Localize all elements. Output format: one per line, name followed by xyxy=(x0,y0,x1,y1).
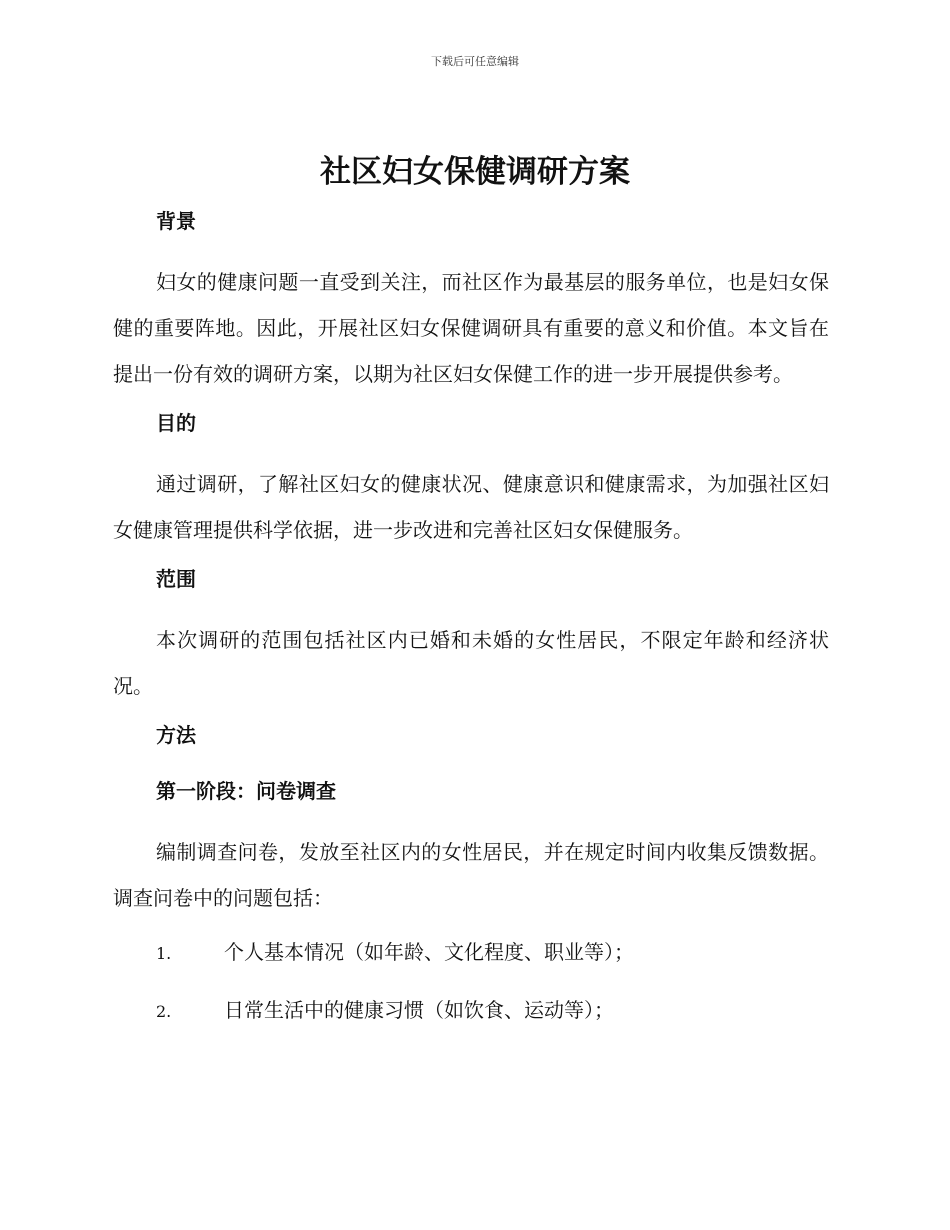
list-number: 2. xyxy=(156,1002,172,1021)
list-item xyxy=(113,987,829,1035)
document-title: 社区妇女保健调研方案 xyxy=(320,154,630,190)
paragraph-background: 妇女的健康问题一直受到关注，而社区作为最基层的服务单位，也是妇女保健的重要阵地。因此，开展社区妇女保健调研具有重要的意义和价值。本文旨在提出一份有效的调研方案，以期为社区妇女保健工作的进一步开展提供参考。 xyxy=(113,270,829,386)
list-number: 1. xyxy=(156,944,172,963)
paragraph-purpose: 通过调研，了解社区妇女的健康状况、健康意识和健康需求，为加强社区妇女健康管理提供科学依据，进一步改进和完善社区妇女保健服务。 xyxy=(113,472,829,542)
paragraph-scope: 本次调研的范围包括社区内已婚和未婚的女性居民，不限定年龄和经济状况。 xyxy=(113,628,829,698)
document-body xyxy=(113,203,829,1045)
section-heading-purpose: 目的 xyxy=(156,411,196,435)
paragraph-phase1: 编制调查问卷，发放至社区内的女性居民，并在规定时间内收集反馈数据。调查问卷中的问题包括： xyxy=(113,840,829,910)
list-text: 日常生活中的健康习惯（如饮食、运动等）； xyxy=(224,998,614,1022)
section-heading-method: 方法 xyxy=(156,723,196,747)
subsection-heading-phase1: 第一阶段：问卷调查 xyxy=(156,779,336,803)
list-text: 个人基本情况（如年龄、文化程度、职业等）； xyxy=(224,940,634,964)
header-note: 下载后可任意编辑 xyxy=(431,55,519,68)
section-heading-background: 背景 xyxy=(156,209,196,233)
section-heading-scope: 范围 xyxy=(156,567,196,591)
list-item xyxy=(113,929,829,977)
